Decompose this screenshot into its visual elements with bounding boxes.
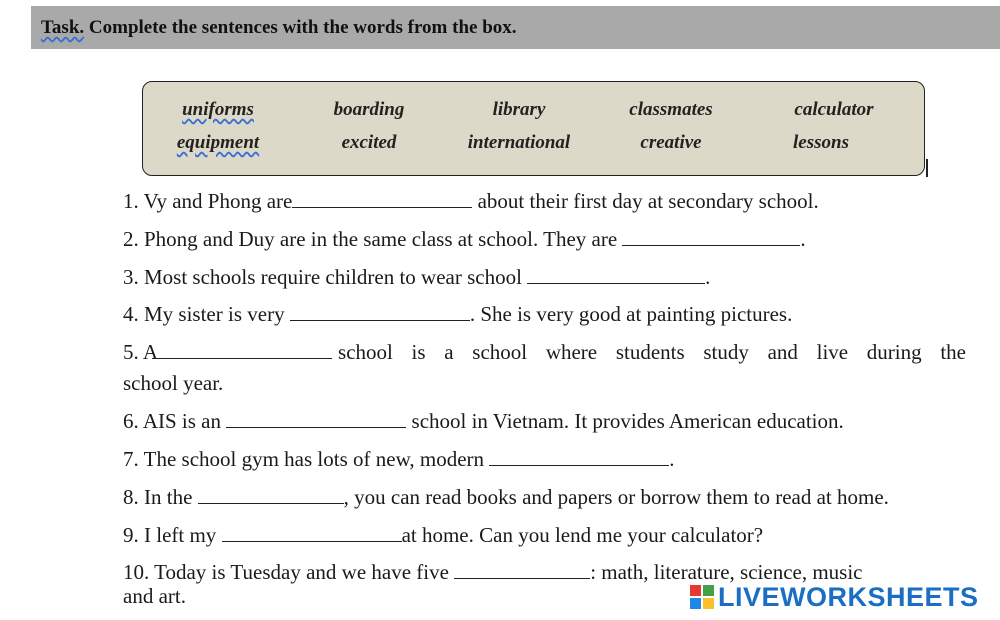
word-classmates: classmates xyxy=(629,99,713,120)
blank-6[interactable] xyxy=(226,409,406,428)
blank-1[interactable] xyxy=(292,189,472,208)
sentence-4-text-before: 4. My sister is very xyxy=(123,302,290,326)
sentence-6-text-after: school in Vietnam. It provides American education. xyxy=(406,409,844,433)
word-uniforms: uniforms xyxy=(182,99,254,120)
word-excited: excited xyxy=(341,132,397,153)
sentence-8-text-after: , you can read books and papers or borrow them to read at home. xyxy=(343,485,889,509)
blank-3[interactable] xyxy=(527,265,705,284)
sentence-5 xyxy=(123,340,968,396)
sentence-9 xyxy=(123,523,968,548)
task-label: Task. xyxy=(41,17,85,38)
logo-mark-icon xyxy=(690,585,714,609)
sentence-6-text-before: 6. AIS is an xyxy=(123,409,227,433)
logo-square-yellow xyxy=(703,598,714,609)
sentence-10-line2: and art. xyxy=(123,584,186,608)
sentence-3 xyxy=(123,265,968,290)
sentence-7-text-after: . xyxy=(669,447,675,471)
sentence-3-text-before: 3. Most schools require children to wear school xyxy=(123,265,528,289)
sentence-2-text-after: . xyxy=(800,227,806,251)
logo-square-blue xyxy=(690,598,701,609)
blank-10[interactable] xyxy=(454,560,590,579)
sentence-7 xyxy=(123,447,968,472)
logo-square-green xyxy=(703,585,714,596)
sentence-4-text-after: . She is very good at painting pictures. xyxy=(469,302,793,326)
liveworksheets-logo xyxy=(690,582,979,612)
word-equipment: equipment xyxy=(176,132,260,153)
word-creative: creative xyxy=(640,132,702,153)
logo-text: LIVEWORKSHEETS xyxy=(718,581,979,612)
sentence-9-text-before: 9. I left my xyxy=(123,523,222,547)
word-international: international xyxy=(467,132,571,153)
word-library: library xyxy=(492,99,546,120)
sentence-1 xyxy=(123,189,968,214)
word-boarding: boarding xyxy=(333,99,405,120)
sentence-8-text-before: 8. In the xyxy=(123,485,198,509)
task-header xyxy=(31,6,1000,49)
task-instruction: Complete the sentences with the words from the box. xyxy=(88,17,517,38)
blank-9[interactable] xyxy=(222,523,402,542)
box-corner-mark xyxy=(926,159,928,177)
sentence-2 xyxy=(123,227,968,252)
blank-4[interactable] xyxy=(290,302,470,321)
sentence-9-text-after: at home. Can you lend me your calculator? xyxy=(401,523,764,547)
word-lessons: lessons xyxy=(793,132,849,153)
word-calculator: calculator xyxy=(794,99,874,120)
sentence-8 xyxy=(123,485,968,510)
blank-2[interactable] xyxy=(622,227,800,246)
sentence-5-text-after: school is a school where students study and live during the xyxy=(338,340,966,364)
word-box xyxy=(142,81,925,176)
sentence-3-text-after: . xyxy=(705,265,711,289)
sentence-4 xyxy=(123,302,968,327)
sentence-7-text-before: 7. The school gym has lots of new, modern xyxy=(123,447,490,471)
sentence-10-text-after: : math, literature, science, music xyxy=(590,560,863,584)
logo-square-red xyxy=(690,585,701,596)
sentence-6 xyxy=(123,409,968,434)
sentence-5-text-before: 5. A xyxy=(123,340,159,364)
blank-7[interactable] xyxy=(489,447,669,466)
sentence-10-text-before: 10. Today is Tuesday and we have five xyxy=(123,560,455,584)
sentence-5-line2: school year. xyxy=(123,371,224,395)
sentence-1-text-before: 1. Vy and Phong are xyxy=(123,189,293,213)
blank-8[interactable] xyxy=(198,485,344,504)
sentence-2-text-before: 2. Phong and Duy are in the same class at school. They are xyxy=(123,227,623,251)
sentence-1-text-after: about their first day at secondary school. xyxy=(472,189,819,213)
blank-5[interactable] xyxy=(152,340,332,359)
